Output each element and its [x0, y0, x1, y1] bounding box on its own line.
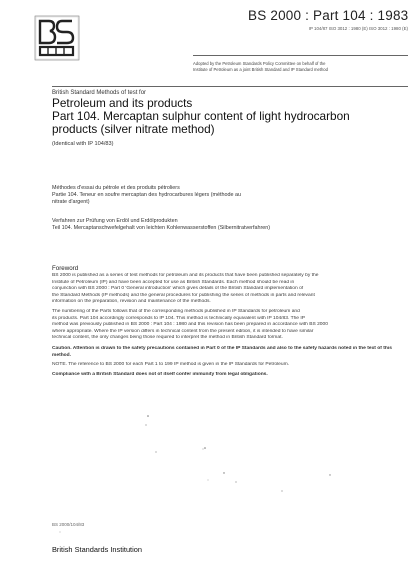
paragraph-line: Institute of Petroleum (IP) and have been accepted for use as British Standards. Each method should be read in [52, 279, 295, 285]
header-notes [193, 61, 407, 72]
note-text: NOTE. The reference to BS 2000 for each Part 1 to 199 IP method is given in the IP Standards for Petroleum. [52, 362, 290, 367]
paragraph-line: technical content, the only changes being those required to interpret the method in British Standard format. [52, 335, 283, 341]
reference-line: IP 104/87 ISO 3012 : 1980 (E) ISO 3012 : 1980 (E) [308, 26, 408, 31]
french-title-line: nitrate d'argent) [52, 199, 90, 205]
german-title [52, 218, 382, 232]
note-paragraph [52, 362, 398, 369]
title-line: Petroleum and its products [52, 96, 193, 110]
title-rule [52, 86, 408, 87]
french-title-line: Méthodes d'essai du pétrole et des produits pétroliers [52, 185, 180, 191]
paragraph-line: where appropriate. Where the IP version differs in technical content from the present edition, it is intended to have similar [52, 328, 314, 334]
publisher-name: British Standards Institution [52, 545, 142, 554]
paragraph-line: the Standard Methods (IP methods) and the general procedures for publishing the series of methods in parts and relevant [52, 292, 315, 298]
standard-number: BS 2000 : Part 104 : 1983 [248, 8, 409, 23]
paragraph-line: information on the preparation, revision and maintenance of the methods. [52, 299, 211, 305]
paragraph-line: BS 2000 is published as a series of test methods for petroleum and its products that have been published separately by the [52, 273, 319, 278]
paragraph-line: conjunction with BS 2000 : Part 0 'General introduction' which gives details of the British Standard implementation of [52, 286, 304, 292]
header-note-line: Institute of Petroleum as a joint British Standard and IP Standard method [193, 66, 328, 72]
french-title-line: Partie 104. Teneur en soufre mercaptan des hydrocarbures légers (méthode au [52, 192, 241, 198]
french-title [52, 185, 382, 206]
title-line: Part 104. Mercaptan sulphur content of light hydrocarbon [52, 109, 350, 123]
caution-paragraph [52, 346, 398, 359]
german-title-line: Teil 104. Mercaptanschwefelgehalt von leichten Kohlenwasserstoffen (Silbernitratverfahren) [52, 225, 271, 231]
header-note-line: Adopted by the Petroleum Standards Policy Committee on behalf of the [193, 61, 326, 66]
document-code: BS 2000/104/83 [52, 522, 85, 527]
foreword-paragraph-1 [52, 273, 398, 306]
german-title-line: Verfahren zur Prüfung von Erdöl und Erdölprodukten [52, 218, 178, 224]
paragraph-line: The numbering of the Parts follows that of the corresponding methods published in IP Standards for petroleum and [52, 309, 300, 314]
title-line: products (silver nitrate method) [52, 122, 215, 136]
compliance-paragraph [52, 372, 398, 379]
paragraph-line: method was previously published in BS 2000 : Part 104 : 1980 and this revision has been prepared in accordance with BS 2000 [52, 322, 328, 328]
foreword-heading: Foreword [52, 265, 79, 272]
document-title [52, 97, 392, 136]
identical-with-note: (Identical with IP 104/83) [52, 141, 114, 147]
foreword-paragraph-2 [52, 309, 398, 342]
series-label: British Standard Methods of test for [52, 90, 147, 96]
caution-text: Caution. Attention is drawn to the safety precautions contained in Part 0 of the IP Standards and also to the safety hazards noted in the text of this method. [52, 346, 392, 358]
compliance-text: Compliance with a British Standard does not of itself confer immunity from legal obligations. [52, 372, 268, 377]
bsi-logo-icon [34, 15, 80, 61]
paragraph-line: its products. Part 104 accordingly corresponds to IP 104. This method is technically equivalent with IP 104/83. The IP [52, 315, 306, 321]
header-rule [193, 55, 408, 56]
